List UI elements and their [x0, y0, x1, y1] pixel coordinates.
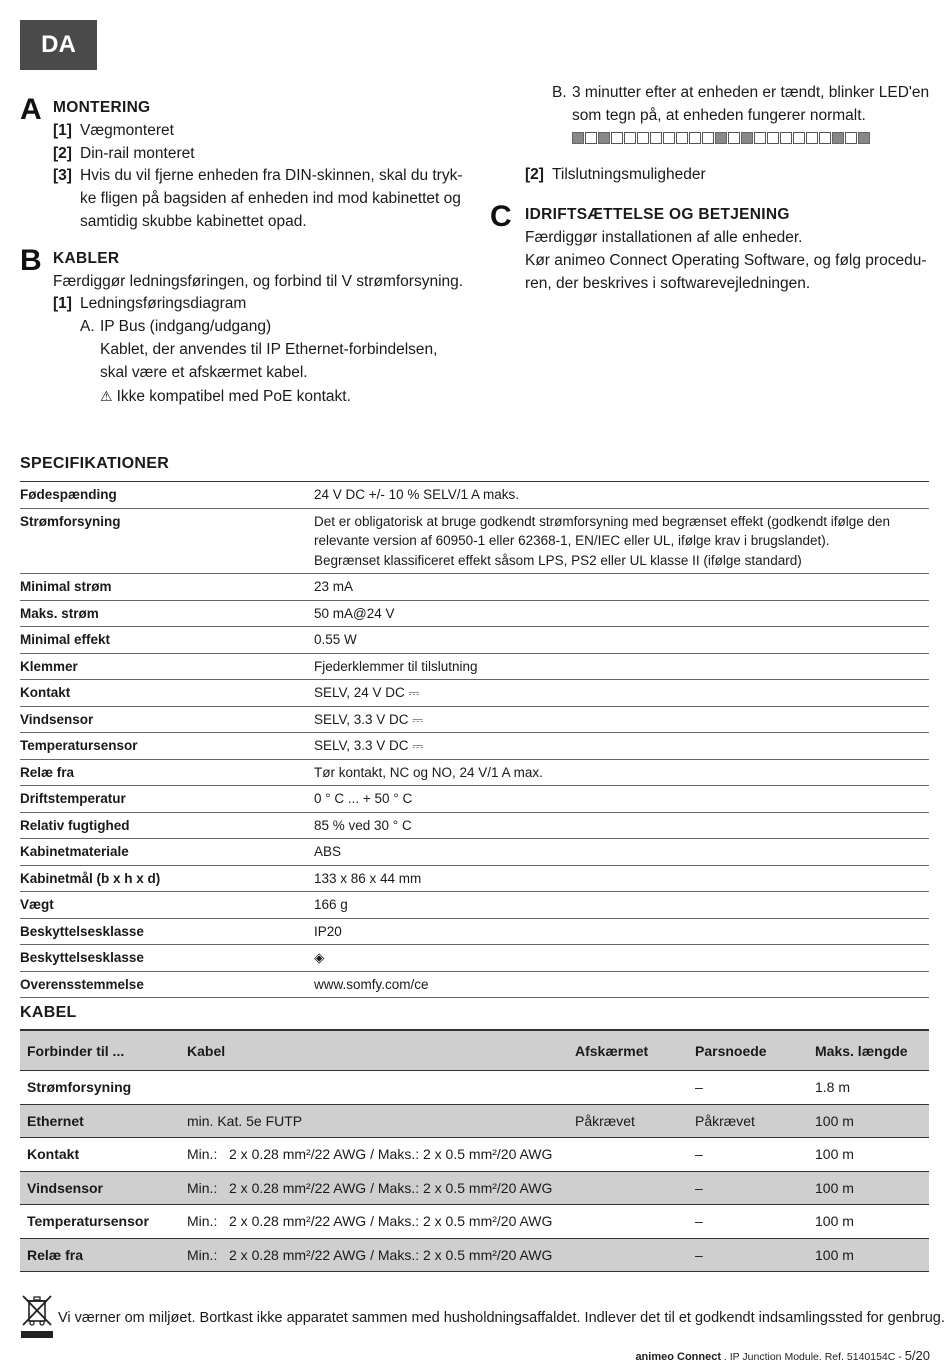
item-number: [1]	[53, 295, 72, 313]
section-c-letter: C	[490, 200, 512, 234]
sub-item-b	[490, 82, 930, 128]
table-cell: 100 m	[808, 1205, 929, 1239]
section-c-line: Færdiggør installationen af alle enheder.	[525, 229, 803, 247]
spec-key: Minimal effekt	[20, 627, 314, 654]
table-cell: 100 m	[808, 1238, 929, 1272]
table-row	[20, 680, 929, 707]
led-off-cell	[663, 132, 675, 144]
section-a	[20, 93, 465, 234]
table-cell	[180, 1071, 568, 1105]
led-off-cell	[650, 132, 662, 144]
table-cell	[568, 1171, 688, 1205]
table-cell: 1.8 m	[808, 1071, 929, 1105]
spec-value: 0 ° C ... + 50 ° C	[314, 786, 929, 813]
sub-item-text: 3 minutter efter at enheden er tændt, blinker LED'en som tegn på, at enheden fungerer normalt.	[572, 84, 930, 124]
table-cell: –	[688, 1138, 808, 1172]
table-cell: min. Kat. 5e FUTP	[180, 1104, 568, 1138]
table-cell	[568, 1205, 688, 1239]
table-row	[20, 1071, 929, 1105]
spec-key: Fødespænding	[20, 482, 314, 509]
table-row	[20, 706, 929, 733]
spec-key: Kontakt	[20, 680, 314, 707]
table-row	[20, 812, 929, 839]
section-c-line: Kør animeo Connect Operating Software, og følg procedu-ren, der beskrives i softwarevejledningen.	[525, 251, 927, 292]
table-row	[20, 786, 929, 813]
table-row	[20, 759, 929, 786]
item-number: [2]	[53, 144, 72, 162]
environment-notice: Vi værner om miljøet. Bortkast ikke apparatet sammen med husholdningsaffaldet. Indlever det til et godkendt indsamlingssted for genbrug.	[58, 1310, 945, 1326]
cable-table	[20, 1029, 929, 1272]
led-off-cell	[611, 132, 623, 144]
table-row	[20, 1171, 929, 1205]
brand-name: animeo Connect	[635, 1351, 722, 1363]
item-text: Ledningsføringsdiagram	[80, 295, 247, 313]
item-number: [2]	[525, 165, 544, 183]
table-cell: 100 m	[808, 1104, 929, 1138]
spec-key: Kabinetmål (b x h x d)	[20, 865, 314, 892]
reference-text: . IP Junction Module. Ref. 5140154C -	[721, 1351, 905, 1363]
list-item	[53, 120, 465, 143]
table-row	[20, 600, 929, 627]
item-number: [1]	[53, 121, 72, 139]
list-item	[53, 293, 465, 316]
table-cell: –	[688, 1071, 808, 1105]
column-header: Maks. længde	[808, 1030, 929, 1071]
table-row	[20, 945, 929, 972]
table-row	[20, 1104, 929, 1138]
table-row	[20, 839, 929, 866]
table-cell: 100 m	[808, 1138, 929, 1172]
led-off-cell	[754, 132, 766, 144]
spec-key: Driftstemperatur	[20, 786, 314, 813]
language-tab: DA	[20, 20, 97, 70]
table-row	[20, 508, 929, 574]
spec-key: Vægt	[20, 892, 314, 919]
spec-value: 50 mA@24 V	[314, 600, 929, 627]
column-header: Afskærmet	[568, 1030, 688, 1071]
table-cell: Min.: 2 x 0.28 mm²/22 AWG / Maks.: 2 x 0.5 mm²/20 AWG	[180, 1138, 568, 1172]
spec-key: Beskyttelsesklasse	[20, 945, 314, 972]
spec-value: ◈	[314, 945, 929, 972]
table-row	[20, 482, 929, 509]
table-cell	[568, 1071, 688, 1105]
table-cell	[568, 1238, 688, 1272]
item-text: Vægmonteret	[80, 121, 174, 139]
led-off-cell	[767, 132, 779, 144]
led-on-cell	[715, 132, 727, 144]
spec-key: Temperatursensor	[20, 733, 314, 760]
sub-item-title: IP Bus (indgang/udgang)	[100, 318, 272, 336]
led-off-cell	[845, 132, 857, 144]
list-item	[53, 165, 465, 233]
column-header: Forbinder til ...	[20, 1030, 180, 1071]
sub-item-line: Kablet, der anvendes til IP Ethernet-forbindelsen,	[100, 340, 438, 358]
table-cell: Vindsensor	[20, 1171, 180, 1205]
cable-title: KABEL	[20, 1004, 77, 1021]
table-cell: Påkrævet	[688, 1104, 808, 1138]
sub-item-label: A.	[80, 318, 95, 336]
spec-value: IP20	[314, 918, 929, 945]
table-cell: –	[688, 1205, 808, 1239]
item-text: Tilslutningsmuligheder	[552, 165, 706, 183]
table-cell	[568, 1138, 688, 1172]
table-row	[20, 733, 929, 760]
section-b-intro: Færdiggør ledningsføringen, og forbind til V strømforsyning.	[53, 272, 464, 290]
warning-icon: ⚠	[100, 387, 113, 404]
led-off-cell	[624, 132, 636, 144]
table-row	[20, 892, 929, 919]
left-column	[20, 88, 465, 408]
spec-key: Vindsensor	[20, 706, 314, 733]
section-b-letter: B	[20, 243, 42, 277]
spec-key: Beskyttelsesklasse	[20, 918, 314, 945]
section-c	[490, 200, 930, 295]
list-item	[490, 164, 930, 187]
spec-value: ABS	[314, 839, 929, 866]
spec-value: www.somfy.com/ce	[314, 971, 929, 998]
table-cell: Ethernet	[20, 1104, 180, 1138]
table-cell: –	[688, 1238, 808, 1272]
spec-key: Minimal strøm	[20, 574, 314, 601]
column-header: Kabel	[180, 1030, 568, 1071]
section-b-title: KABLER	[53, 249, 120, 267]
right-column	[490, 82, 930, 296]
spec-key: Overensstemmelse	[20, 971, 314, 998]
section-a-title: MONTERING	[53, 99, 151, 116]
table-cell: –	[688, 1171, 808, 1205]
spec-key: Kabinetmateriale	[20, 839, 314, 866]
spec-key: Strømforsyning	[20, 508, 314, 574]
spec-table	[20, 481, 929, 998]
item-text: Hvis du vil fjerne enheden fra DIN-skinnen, skal du tryk-ke fligen på bagsiden af enheden ind mod kabinettet og samtidig skubbe kabinettet opad.	[80, 167, 463, 230]
table-cell: Temperatursensor	[20, 1205, 180, 1239]
led-off-cell	[676, 132, 688, 144]
led-off-cell	[806, 132, 818, 144]
document-reference	[635, 1348, 930, 1363]
led-off-cell	[780, 132, 792, 144]
item-number: [3]	[53, 167, 72, 185]
spec-value: 166 g	[314, 892, 929, 919]
led-on-cell	[741, 132, 753, 144]
spec-key: Maks. strøm	[20, 600, 314, 627]
led-off-cell	[689, 132, 701, 144]
spec-value: 133 x 86 x 44 mm	[314, 865, 929, 892]
spec-value: Tør kontakt, NC og NO, 24 V/1 A max.	[314, 759, 929, 786]
spec-value: SELV, 3.3 V DC ⎓	[314, 706, 929, 733]
page-number: 5/20	[904, 1348, 930, 1363]
spec-value: Fjederklemmer til tilslutning	[314, 653, 929, 680]
list-item	[53, 143, 465, 166]
spec-value: Det er obligatorisk at bruge godkendt strømforsyning med begrænset effekt (godkendt ifølge den relevante version af 60950-1 eller 62368-1, EN/IEC eller UL, ifølge krav i brugslandet). Begrænset klassificeret effekt såsom LPS, PS2 eller UL klasse II (ifølge standard)	[314, 508, 929, 574]
led-off-cell	[728, 132, 740, 144]
spec-key: Relativ fugtighed	[20, 812, 314, 839]
led-on-cell	[858, 132, 870, 144]
warning-line	[53, 385, 465, 409]
item-text: Din-rail monteret	[80, 144, 195, 162]
table-cell: Kontakt	[20, 1138, 180, 1172]
table-row	[20, 627, 929, 654]
led-on-cell	[832, 132, 844, 144]
led-blink-pattern	[572, 132, 930, 144]
spec-value: 0.55 W	[314, 627, 929, 654]
led-off-cell	[702, 132, 714, 144]
sub-item-line: skal være et afskærmet kabel.	[100, 363, 308, 381]
table-row	[20, 1238, 929, 1272]
table-header-row	[20, 1030, 929, 1071]
led-on-cell	[572, 132, 584, 144]
table-row	[20, 865, 929, 892]
table-cell: Min.: 2 x 0.28 mm²/22 AWG / Maks.: 2 x 0.5 mm²/20 AWG	[180, 1205, 568, 1239]
section-b	[20, 243, 465, 409]
spec-value: 85 % ved 30 ° C	[314, 812, 929, 839]
spec-title: SPECIFIKATIONER	[20, 455, 170, 472]
sub-item-a	[53, 316, 465, 339]
led-off-cell	[793, 132, 805, 144]
table-cell: Min.: 2 x 0.28 mm²/22 AWG / Maks.: 2 x 0.5 mm²/20 AWG	[180, 1171, 568, 1205]
led-off-cell	[637, 132, 649, 144]
table-cell: Påkrævet	[568, 1104, 688, 1138]
spec-key: Relæ fra	[20, 759, 314, 786]
table-row	[20, 1205, 929, 1239]
section-c-title: IDRIFTSÆTTELSE OG BETJENING	[525, 206, 790, 224]
sub-item-label: B.	[552, 84, 567, 101]
spec-key: Klemmer	[20, 653, 314, 680]
table-cell: Min.: 2 x 0.28 mm²/22 AWG / Maks.: 2 x 0.5 mm²/20 AWG	[180, 1238, 568, 1272]
table-row	[20, 1138, 929, 1172]
weee-crossed-bin-icon	[20, 1293, 54, 1339]
led-off-cell	[585, 132, 597, 144]
warning-text: Ikke kompatibel med PoE kontakt.	[116, 387, 351, 405]
spec-value: 24 V DC +/- 10 % SELV/1 A maks.	[314, 482, 929, 509]
table-row	[20, 653, 929, 680]
column-header: Parsnoede	[688, 1030, 808, 1071]
table-cell: Strømforsyning	[20, 1071, 180, 1105]
spec-value: SELV, 24 V DC ⎓	[314, 680, 929, 707]
spec-value: 23 mA	[314, 574, 929, 601]
section-a-letter: A	[20, 93, 42, 126]
table-row	[20, 918, 929, 945]
table-row	[20, 971, 929, 998]
table-cell: 100 m	[808, 1171, 929, 1205]
table-cell: Relæ fra	[20, 1238, 180, 1272]
spec-value: SELV, 3.3 V DC ⎓	[314, 733, 929, 760]
table-row	[20, 574, 929, 601]
led-on-cell	[598, 132, 610, 144]
led-off-cell	[819, 132, 831, 144]
